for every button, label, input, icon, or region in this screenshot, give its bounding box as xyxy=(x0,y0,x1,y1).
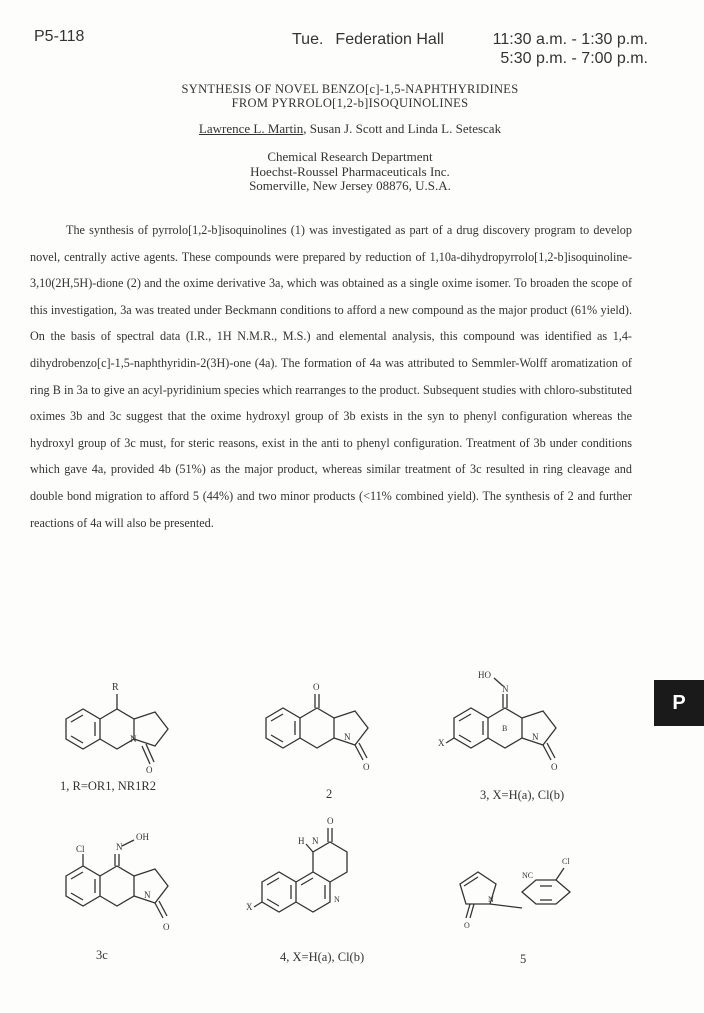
session-time-2: 5:30 p.m. - 7:00 p.m. xyxy=(500,50,648,67)
structure-2-drawing xyxy=(260,680,410,772)
structure-5 xyxy=(452,846,602,938)
paper-title xyxy=(100,82,600,110)
session-time-1: 11:30 a.m. - 1:30 p.m. xyxy=(492,31,648,48)
svg-text:N: N xyxy=(532,732,539,742)
affiliation-address: Somerville, New Jersey 08876, U.S.A. xyxy=(249,178,451,193)
svg-text:O: O xyxy=(146,765,153,774)
structure-3-caption: 3, X=H(a), Cl(b) xyxy=(480,788,565,802)
structure-3-drawing xyxy=(438,668,608,774)
svg-text:N: N xyxy=(334,895,340,904)
svg-text:Cl: Cl xyxy=(76,844,85,854)
svg-text:O: O xyxy=(313,682,320,692)
svg-text:N: N xyxy=(144,890,151,900)
svg-text:O: O xyxy=(551,762,558,772)
presenting-author: Lawrence L. Martin xyxy=(198,121,304,136)
abstract-body: The synthesis of pyrrolo[1,2-b]isoquinolines (1) was investigated as part of a drug discovery program to develop novel, centrally active agents. These compounds were prepared by reduction of 1,10a-dihydropyrrolo[1,2-b]isoquinoline-3,10(2H,5H)-dione (2) and the oxime derivative 3a, which was obtained as a single oxime isomer. To broaden the scope of this investigation, 3a was treated under Beckmann conditions to afford a new compound as the major product (61% yield). On the basis of spectral data (I.R., 1H N.M.R., M.S.) and elemental analysis, this compound was identified as 1,4-dihydrobenzo[c]-1,5-naphthyridin-2(3H)-one (4a). The formation of 4a was attributed to Semmler-Wolff aromatization of ring B in 3a to give an acyl-pyridinium species which rearranges to the product. Subsequent studies with chloro-substituted oximes 3b and 3c suggest that the oxime hydroxyl group of 3b exists in the syn to phenyl configuration whereas the hydroxyl group of 3c must, for steric reasons, exist in the anti to phenyl configuration. Treatment of 3b under conditions which gave 4a, provided 4b (51%) as the major product, whereas similar treatment of 3c resulted in ring cleavage and double bond migration to afford 5 (44%) and two minor products (<11% combined yield). The synthesis of 2 and further reactions of 4a will also be presented. xyxy=(30,223,632,530)
affiliation-company: Hoechst-Roussel Pharmaceuticals Inc. xyxy=(250,163,450,179)
svg-text:N: N xyxy=(502,684,509,694)
svg-text:N: N xyxy=(488,895,494,904)
structure-2 xyxy=(260,680,410,772)
title-line-1: SYNTHESIS OF NOVEL BENZO[c]-1,5-NAPHTHYRIDINES xyxy=(181,82,519,96)
structure-1-caption: 1, R=OR1, NR1R2 xyxy=(60,779,156,793)
svg-text:O: O xyxy=(163,922,170,932)
session-info xyxy=(292,31,648,68)
structure-5-caption: 5 xyxy=(520,952,527,966)
svg-text:Cl: Cl xyxy=(562,857,570,866)
structure-4-drawing xyxy=(246,810,396,926)
svg-text:N: N xyxy=(312,836,319,846)
structure-5-drawing xyxy=(452,846,602,938)
structure-3c-caption: 3c xyxy=(96,948,108,962)
svg-text:X: X xyxy=(438,738,445,748)
structure-1 xyxy=(60,674,210,774)
structure-3c-drawing xyxy=(60,826,210,934)
title-line-2: FROM PYRROLO[1,2-b]ISOQUINOLINES xyxy=(231,96,469,110)
svg-text:O: O xyxy=(363,762,370,772)
structure-3 xyxy=(438,668,608,774)
structure-1-drawing xyxy=(60,674,210,774)
affiliation-dept: Chemical Research Department xyxy=(267,149,433,164)
section-tab: P xyxy=(654,680,704,726)
session-venue: Federation Hall xyxy=(335,31,444,48)
svg-text:B: B xyxy=(502,724,508,733)
svg-text:H: H xyxy=(298,836,305,846)
co-authors: , Susan J. Scott and Linda L. Setescak xyxy=(303,121,502,136)
svg-text:N: N xyxy=(344,732,351,742)
svg-text:O: O xyxy=(464,921,470,930)
structure-4-caption: 4, X=H(a), Cl(b) xyxy=(280,950,365,964)
svg-text:N: N xyxy=(116,842,123,852)
svg-text:R: R xyxy=(112,682,119,693)
svg-text:N: N xyxy=(130,734,137,744)
structure-4 xyxy=(246,810,396,926)
affiliation xyxy=(100,150,600,194)
svg-text:OH: OH xyxy=(136,832,149,842)
svg-text:HO: HO xyxy=(478,670,491,680)
svg-text:NC: NC xyxy=(522,871,534,880)
structure-2-caption: 2 xyxy=(326,787,333,801)
author-list xyxy=(100,121,600,137)
structure-3c xyxy=(60,826,210,934)
session-day: Tue. xyxy=(292,31,324,48)
svg-text:X: X xyxy=(246,902,253,912)
svg-text:O: O xyxy=(327,816,334,826)
session-code: P5-118 xyxy=(34,28,85,45)
